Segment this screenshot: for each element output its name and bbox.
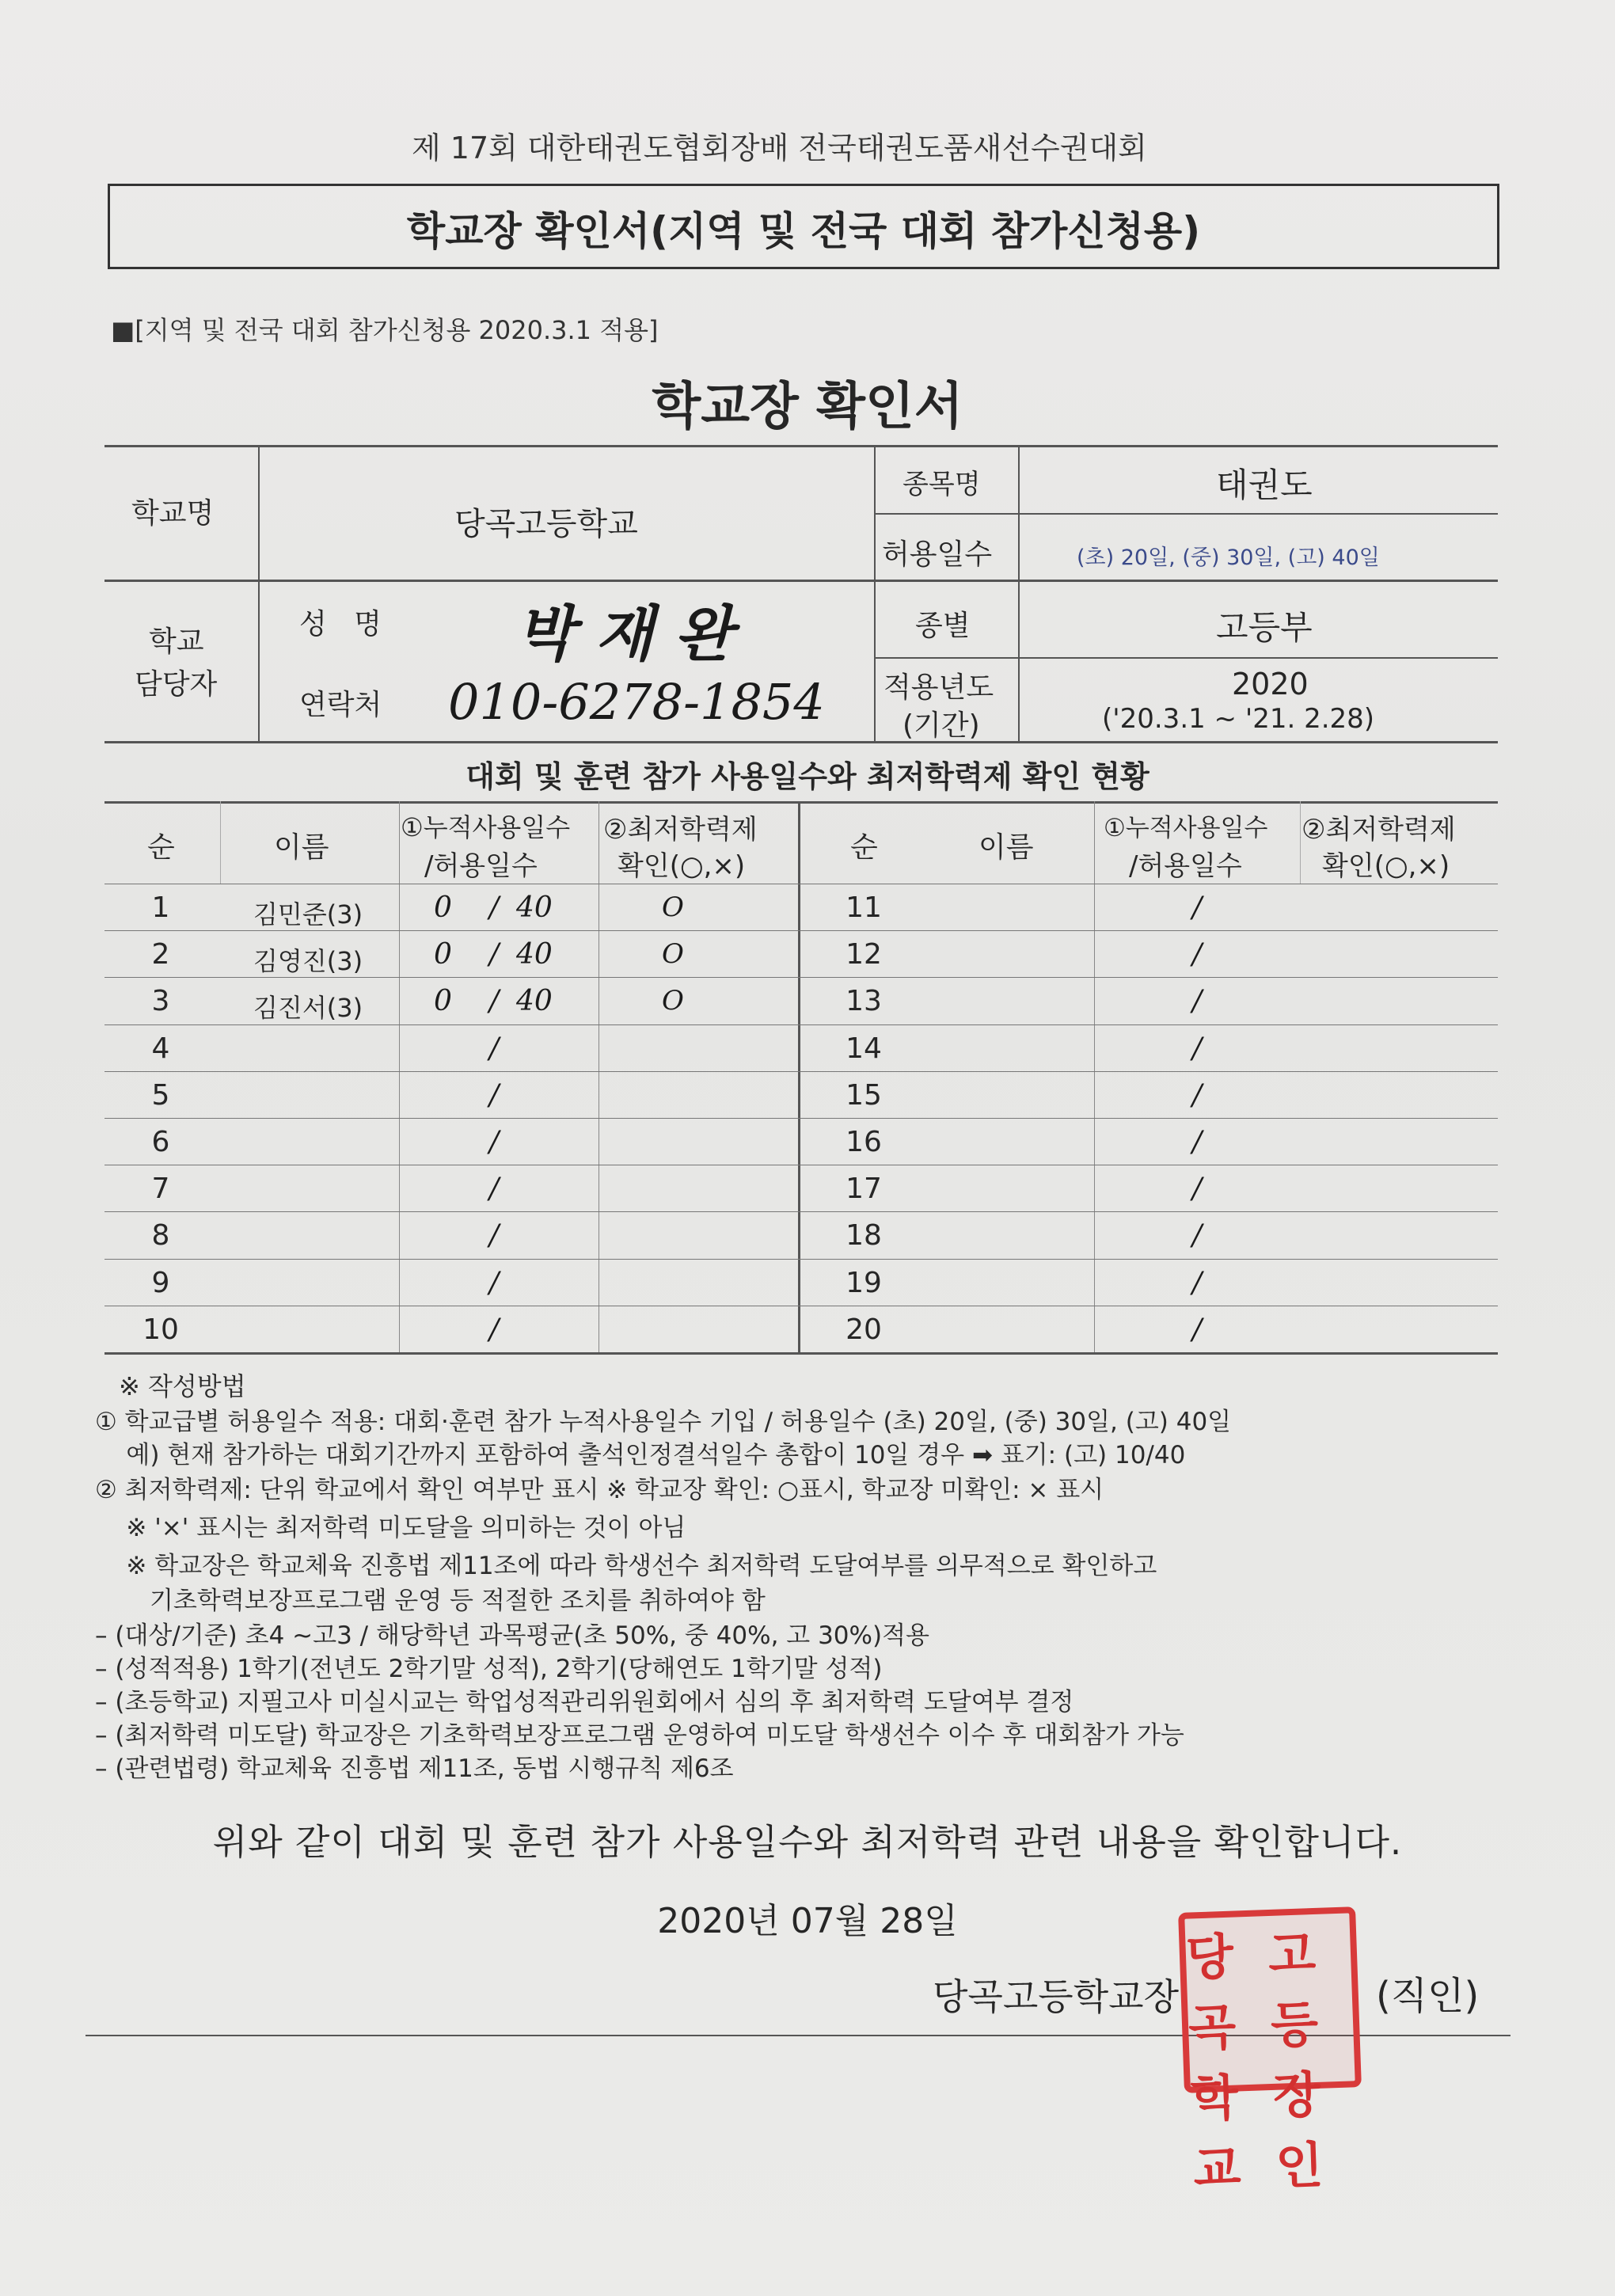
allowed-label: 허용일수 xyxy=(882,538,993,571)
row-slash: / xyxy=(1192,985,1203,1018)
instruction-line: 예) 현재 참가하는 대회기간까지 포함하여 출석인정결석일수 총합이 10일 경우 ➡ 표기: (고) 10/40 xyxy=(95,1441,1186,1469)
seal-char-4: 장인 xyxy=(1271,2065,1324,2195)
name-handwritten: 박 재 완 xyxy=(516,599,733,669)
row-number: 2 xyxy=(151,938,170,971)
info-vrule-2 xyxy=(874,445,876,741)
row-used-days: 0 xyxy=(434,891,452,924)
table-rule-bottom xyxy=(104,1352,1498,1355)
row-number: 1 xyxy=(151,891,170,924)
table-header-days-left-2: /허용일수 xyxy=(424,850,538,882)
table-header-days-left-1: ①누적사용일수 xyxy=(401,812,571,842)
manager-label-1: 학교 xyxy=(149,625,204,658)
row-slash: / xyxy=(489,1313,500,1346)
row-number: 20 xyxy=(846,1313,882,1346)
table-header-days-right-1: ①누적사용일수 xyxy=(1104,814,1268,842)
row-slash: / xyxy=(489,938,500,971)
row-student-name: 김영진(3) xyxy=(253,946,363,977)
row-slash: / xyxy=(1192,1313,1203,1346)
school-value: 당곡고등학교 xyxy=(454,506,638,542)
division-label: 종별 xyxy=(915,610,971,642)
table-header-name-right: 이름 xyxy=(978,831,1034,864)
instruction-line: – (최저학력 미도달) 학교장은 기초학력보장프로그램 운영하여 미도달 학생선수 이수 후 대회참가 가능 xyxy=(95,1721,1184,1750)
table-vrule-r3 xyxy=(1300,801,1301,884)
table-rule-top xyxy=(104,801,1498,804)
boxed-title: 학교장 확인서(지역 및 전국 대회 참가신청용) xyxy=(406,208,1201,254)
instructions-heading: ※ 작성방법 xyxy=(119,1371,246,1401)
row-number: 11 xyxy=(846,891,882,924)
year-label-2: (기간) xyxy=(902,709,980,742)
info-vrule-3 xyxy=(1018,445,1020,741)
table-header-check-left-2: 확인(○,×) xyxy=(618,850,746,882)
row-slash: / xyxy=(1192,1219,1203,1253)
instruction-line: – (대상/기준) 초4 ~고3 / 해당학년 과목평균(초 50%, 중 40%, 고 30%)적용 xyxy=(95,1621,929,1650)
info-rule-mid xyxy=(104,580,1498,582)
row-number: 14 xyxy=(846,1032,882,1065)
year-label-1: 적용년도 xyxy=(884,671,994,704)
issue-date: 2020년 07월 28일 xyxy=(657,1901,958,1941)
row-number: 13 xyxy=(846,985,882,1018)
school-label: 학교명 xyxy=(131,497,215,530)
division-value: 고등부 xyxy=(1216,608,1313,647)
row-number: 18 xyxy=(846,1219,882,1253)
event-value: 태권도 xyxy=(1216,466,1313,504)
row-check-mark: O xyxy=(662,985,684,1017)
row-slash: / xyxy=(1192,1032,1203,1065)
contact-label: 연락처 xyxy=(299,689,382,721)
seal-note: (직인) xyxy=(1376,1974,1480,2018)
instruction-line: – (관련법령) 학교체육 진흥법 제11조, 동법 시행규칙 제6조 xyxy=(95,1754,734,1783)
year-value: 2020 xyxy=(1232,667,1309,701)
row-slash: / xyxy=(1192,1266,1203,1299)
table-row-divider xyxy=(104,1118,1498,1119)
row-used-days: 0 xyxy=(434,938,452,971)
row-number: 8 xyxy=(151,1219,170,1253)
row-slash: / xyxy=(489,1126,500,1158)
row-slash: / xyxy=(489,1173,500,1206)
official-seal-stamp xyxy=(1178,1906,1362,2199)
row-slash: / xyxy=(489,1219,500,1253)
row-slash: / xyxy=(1192,1173,1203,1206)
instruction-line: 기초학력보장프로그램 운영 등 적절한 조치를 취하여야 함 xyxy=(95,1587,766,1615)
row-student-name: 김민준(3) xyxy=(253,899,363,929)
row-slash: / xyxy=(489,1032,500,1065)
info-rule-right-2 xyxy=(874,657,1498,659)
row-slash: / xyxy=(1192,1078,1203,1112)
table-row-divider xyxy=(104,977,1498,978)
row-number: 12 xyxy=(846,938,882,971)
table-row-divider xyxy=(104,1211,1498,1212)
instruction-line: – (성적적용) 1학기(전년도 2학기말 성적), 2학기(당해연도 1학기말 성적) xyxy=(95,1655,883,1683)
seal-char-2: 고등 xyxy=(1267,1924,1320,2055)
table-row-divider xyxy=(104,1024,1498,1025)
row-check-mark: O xyxy=(662,891,684,923)
info-rule-right-1 xyxy=(874,513,1498,515)
instruction-line: ※ 학교장은 학교체육 진흥법 제11조에 따라 학생선수 최저학력 도달여부를 의무적으로 확인하고 xyxy=(95,1552,1157,1580)
info-rule-section xyxy=(104,741,1498,743)
table-header-check-right-1: ②최저학력제 xyxy=(1302,814,1456,846)
row-number: 15 xyxy=(846,1078,882,1112)
contact-handwritten: 010-6278-1854 xyxy=(448,673,825,731)
seal-char-3: 학교 xyxy=(1190,2068,1242,2199)
instruction-line: ② 최저학력제: 단위 학교에서 확인 여부만 표시 ※ 학교장 확인: ○표시, 학교장 미확인: × 표시 xyxy=(95,1476,1104,1504)
table-header-no-right: 순 xyxy=(850,831,878,864)
table-row-divider xyxy=(104,1071,1498,1072)
row-allowed-days: 40 xyxy=(516,938,553,971)
instruction-line: ① 학교급별 허용일수 적용: 대회·훈련 참가 누적사용일수 기입 / 허용일수 (초) 20일, (중) 30일, (고) 40일 xyxy=(95,1408,1232,1436)
row-used-days: 0 xyxy=(434,985,452,1018)
seal-char-1: 당곡 xyxy=(1184,1927,1237,2058)
event-title: 제 17회 대한태권도협회장배 전국태권도품새선수권대회 xyxy=(412,131,1147,165)
instruction-line: ※ '×' 표시는 최저학력 미도달을 의미하는 것이 아님 xyxy=(95,1514,686,1542)
row-number: 10 xyxy=(142,1313,179,1346)
row-number: 4 xyxy=(151,1032,170,1065)
name-label: 성 명 xyxy=(299,608,382,641)
table-row-divider xyxy=(104,930,1498,931)
row-slash: / xyxy=(489,891,500,924)
table-header-no-left: 순 xyxy=(147,831,175,864)
main-title: 학교장 확인서 xyxy=(652,378,963,436)
manager-label-2: 담당자 xyxy=(135,668,218,701)
table-row-divider xyxy=(104,1259,1498,1260)
row-number: 19 xyxy=(846,1266,882,1299)
table-header-name-left: 이름 xyxy=(274,831,329,864)
info-rule-top xyxy=(104,445,1498,447)
table-header-check-right-2: 확인(○,×) xyxy=(1322,850,1450,882)
row-number: 3 xyxy=(151,985,170,1018)
allowed-value: (초) 20일, (중) 30일, (고) 40일 xyxy=(1077,545,1380,570)
row-number: 6 xyxy=(151,1126,170,1158)
info-vrule-1 xyxy=(258,445,260,741)
row-student-name: 김진서(3) xyxy=(253,993,363,1024)
row-slash: / xyxy=(1192,1126,1203,1158)
signer-name: 당곡고등학교장 xyxy=(933,1975,1180,2018)
table-header-days-right-2: /허용일수 xyxy=(1129,850,1242,882)
row-check-mark: O xyxy=(662,938,684,971)
section-title: 대회 및 훈련 참가 사용일수와 최저학력제 확인 현황 xyxy=(466,759,1150,794)
form-note: ■[지역 및 전국 대회 참가신청용 2020.3.1 적용] xyxy=(111,315,659,345)
row-allowed-days: 40 xyxy=(516,891,553,924)
row-slash: / xyxy=(1192,891,1203,924)
row-number: 7 xyxy=(151,1173,170,1206)
row-slash: / xyxy=(489,1078,500,1112)
instruction-line: – (초등학교) 지필고사 미실시교는 학업성적관리위원회에서 심의 후 최저학력 도달여부 결정 xyxy=(95,1688,1074,1716)
row-slash: / xyxy=(1192,938,1203,971)
confirm-statement: 위와 같이 대회 및 훈련 참가 사용일수와 최저학력 관련 내용을 확인합니다. xyxy=(212,1821,1403,1863)
row-allowed-days: 40 xyxy=(516,985,553,1018)
row-number: 5 xyxy=(151,1078,170,1112)
event-label: 종목명 xyxy=(902,469,981,500)
row-slash: / xyxy=(489,1266,500,1299)
row-number: 9 xyxy=(151,1266,170,1299)
row-number: 17 xyxy=(846,1173,882,1206)
table-header-check-left-1: ②최저학력제 xyxy=(603,814,758,846)
period-value: ('20.3.1 ~ '21. 2.28) xyxy=(1102,703,1375,735)
table-vrule-l1 xyxy=(220,801,221,884)
row-number: 16 xyxy=(846,1126,882,1158)
row-slash: / xyxy=(489,985,500,1018)
